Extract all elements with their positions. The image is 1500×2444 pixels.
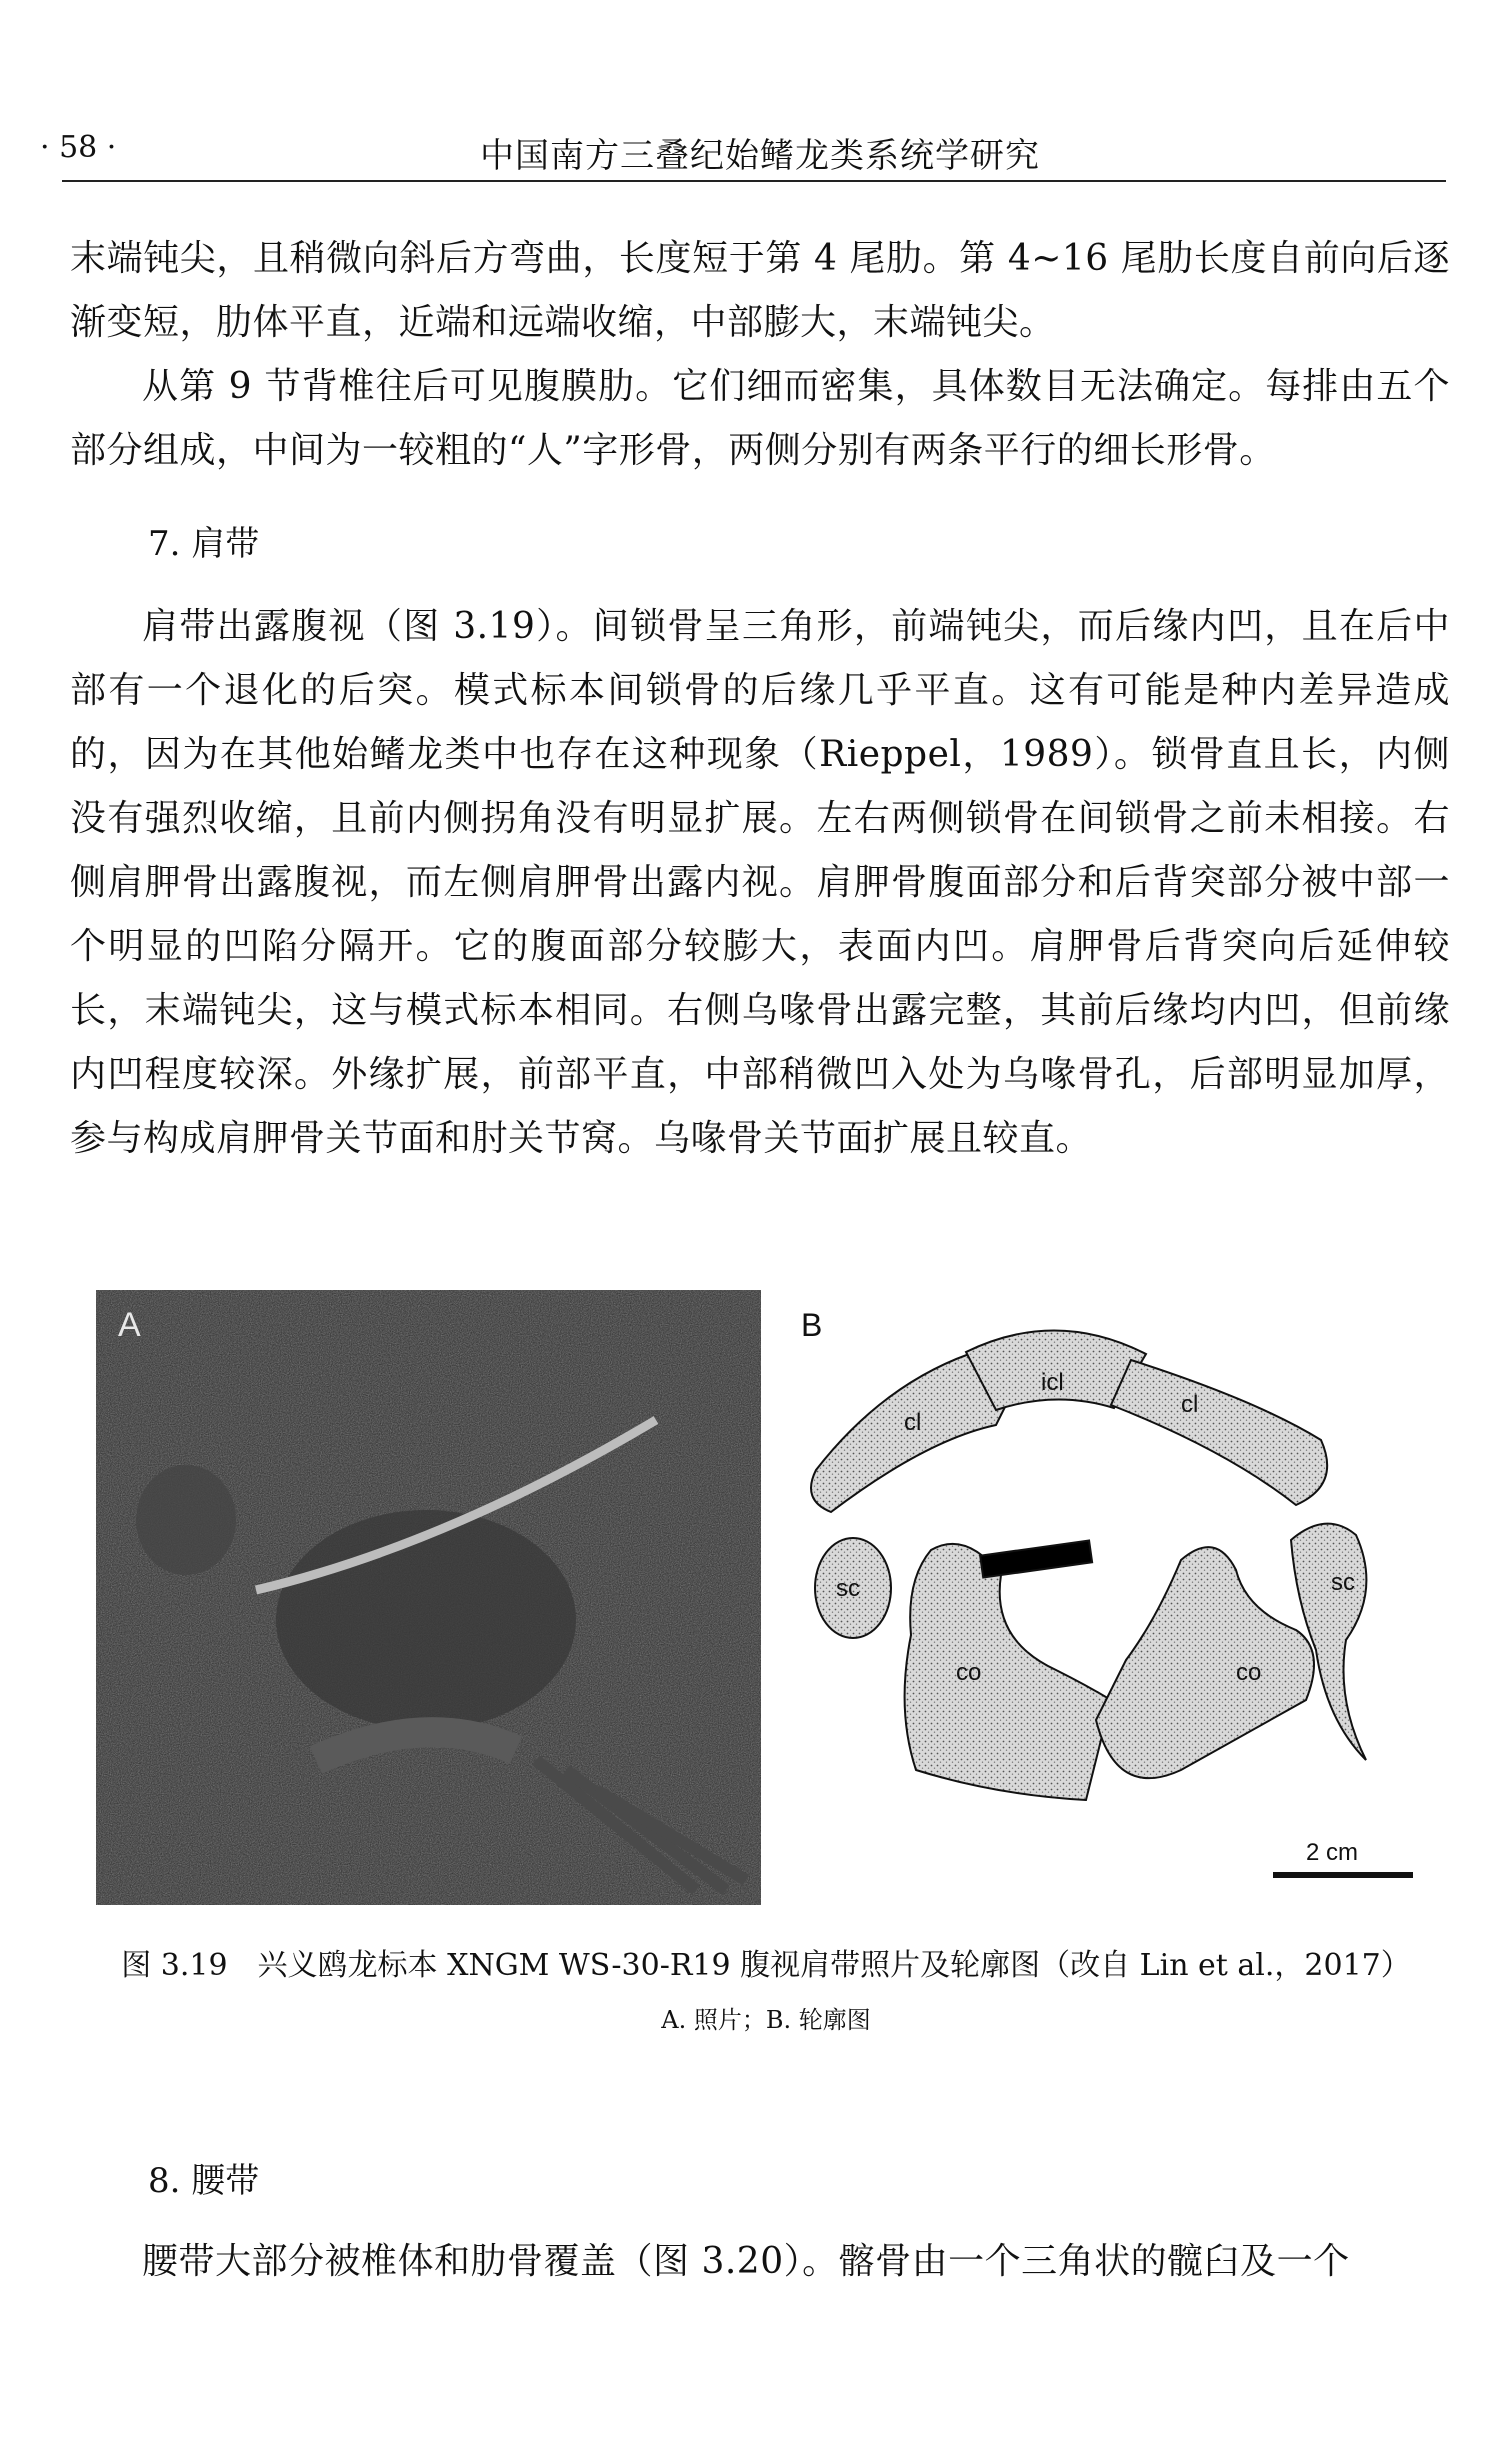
header-rule <box>62 180 1446 182</box>
section-heading-shoulder-girdle: 7. 肩带 <box>148 524 260 564</box>
label-sc-right: sc <box>1331 1569 1355 1596</box>
label-co-right: co <box>1236 1659 1262 1686</box>
crack-bar <box>980 1540 1092 1577</box>
panel-label-b: B <box>801 1307 823 1343</box>
running-title: 中国南方三叠纪始鳍龙类系统学研究 <box>480 136 1040 176</box>
label-cl-right: cl <box>1181 1391 1199 1418</box>
section-heading-pelvic-girdle: 8. 腰带 <box>148 2161 260 2201</box>
panel-label-a: A <box>118 1306 141 1344</box>
paragraph-3: 肩带出露腹视（图 3.19）。间锁骨呈三角形，前端钝尖，而后缘内凹，且在后中部有一个退化的后突。模式标本间锁骨的后缘几乎平直。这有可能是种内差异造成的，因为在其他始鳍龙类中也存在这种现象（Rieppel，1989）。锁骨直且长，内侧没有强烈收缩，且前内侧拐角没有明显扩展。左右两侧锁骨在间锁骨之前未相接。右侧肩胛骨出露腹视，而左侧肩胛骨出露内视。肩胛骨腹面部分和后背突部分被中部一个明显的凹陷分隔开。它的腹面部分较膨大，表面内凹。肩胛骨后背突向后延伸较长，末端钝尖，这与模式标本相同。右侧乌喙骨出露完整，其前后缘均内凹，但前缘内凹程度较深。外缘扩展，前部平直，中部稍微凹入处为乌喙骨孔，后部明显加厚，参与构成肩胛骨关节面和肘关节窝。乌喙骨关节面扩展且较直。 <box>70 606 1450 1159</box>
paragraph-4: 腰带大部分被椎体和肋骨覆盖（图 3.20）。髂骨由一个三角状的髋臼及一个 <box>142 2241 1350 2282</box>
label-cl-left: cl <box>904 1409 922 1436</box>
figure-3-19 <box>96 1290 1476 1910</box>
coracoid-left <box>905 1544 1111 1800</box>
label-icl: icl <box>1041 1369 1064 1396</box>
coracoid-right <box>1096 1547 1314 1778</box>
label-sc-left: sc <box>836 1575 860 1602</box>
figure-caption: 图 3.19 兴义鸥龙标本 XNGM WS-30-R19 腹视肩带照片及轮廓图（改自 Lin et al.，2017） <box>121 1948 1411 1983</box>
paragraph-2: 从第 9 节背椎往后可见腹膜肋。它们细而密集，具体数目无法确定。每排由五个部分组成，中间为一较粗的“人”字形骨，两侧分别有两条平行的细长形骨。 <box>70 366 1450 471</box>
page-number: · 58 · <box>40 130 117 165</box>
scale-bar-label: 2 cm <box>1306 1839 1359 1866</box>
scale-bar <box>1273 1872 1413 1878</box>
label-co-left: co <box>956 1659 982 1686</box>
photo-panel-a <box>96 1290 761 1905</box>
paragraph-1: 末端钝尖，且稍微向斜后方弯曲，长度短于第 4 尾肋。第 4~16 尾肋长度自前向后逐渐变短，肋体平直，近端和远端收缩，中部膨大，末端钝尖。 <box>70 238 1450 343</box>
clavicle-right <box>1111 1360 1327 1505</box>
outline-drawing-b <box>811 1330 1366 1800</box>
figure-subcaption: A. 照片；B. 轮廓图 <box>661 2006 871 2034</box>
